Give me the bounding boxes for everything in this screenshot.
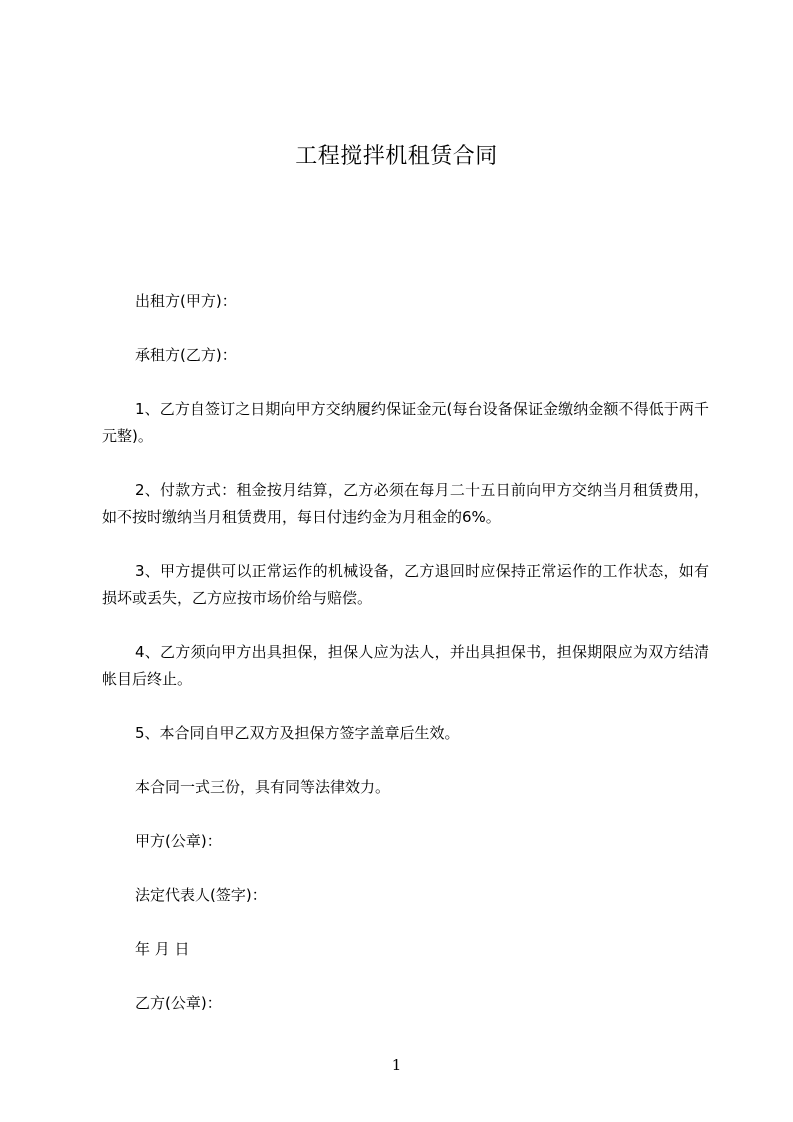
legal-representative-signature-label: 法定代表人(签字)： (135, 886, 267, 904)
party-b-seal-label: 乙方(公章)： (135, 994, 222, 1012)
clause-3: 3、甲方提供可以正常运作的机械设备，乙方退回时应保持正常运作的工作状态，如有损坏或丢失，乙方应按市场价给与赔偿。 (102, 562, 709, 607)
clause-1: 1、乙方自签订之日期向甲方交纳履约保证金元(每台设备保证金缴纳金额不得低于两千元整)。 (102, 400, 709, 445)
party-a-seal-label: 甲方(公章)： (135, 832, 222, 850)
clause-2: 2、付款方式：租金按月结算，乙方必须在每月二十五日前向甲方交纳当月租赁费用，如不按时缴纳当月租赁费用，每日付违约金为月租金的6%。 (102, 481, 709, 526)
page-number: 1 (391, 1056, 402, 1074)
document-title: 工程搅拌机租赁合同 (295, 144, 498, 169)
lessee-label: 承租方(乙方)： (135, 346, 237, 364)
clause-5: 5、本合同自甲乙双方及担保方签字盖章后生效。 (135, 724, 460, 742)
document-body (102, 288, 709, 1044)
copies-statement: 本合同一式三份，具有同等法律效力。 (135, 778, 391, 796)
date-line: 年 月 日 (135, 940, 190, 958)
lessor-label: 出租方(甲方)： (135, 292, 237, 310)
clause-4: 4、乙方须向甲方出具担保，担保人应为法人，并出具担保书，担保期限应为双方结清帐目后终止。 (102, 643, 709, 688)
